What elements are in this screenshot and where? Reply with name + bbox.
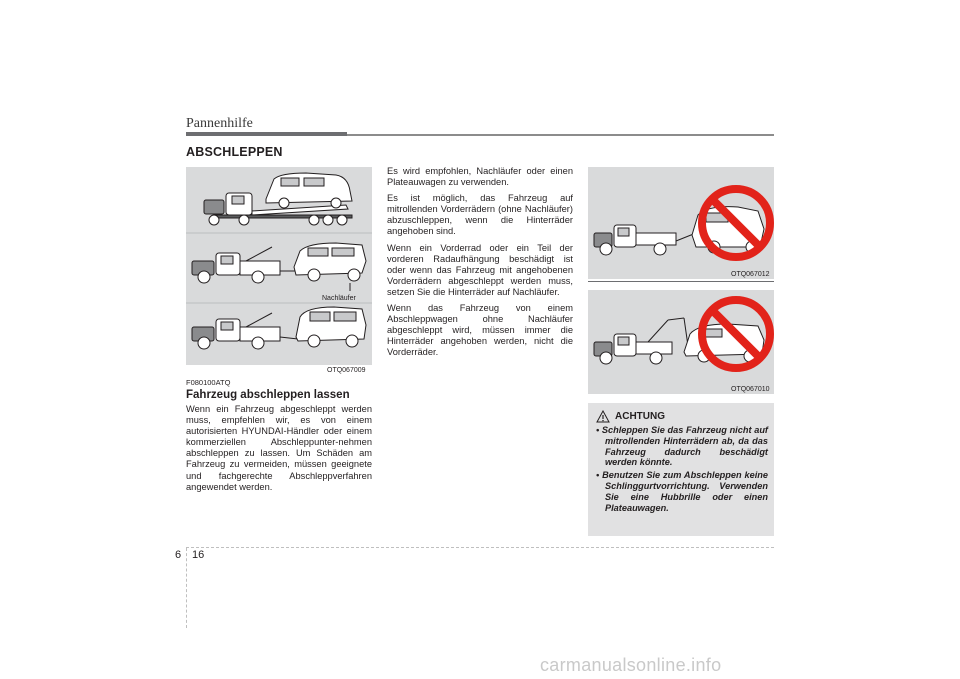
warning-list — [596, 425, 768, 515]
column2-text — [387, 166, 573, 364]
column2-paragraph-1: Es wird empfohlen, Nachläufer oder einen Plateauwagen zu verwenden. — [387, 166, 573, 188]
warning-item-1: • Schleppen Sie das Fahrzeug nicht auf mitrollenden Hinterrädern ab, da das Fahrzeug dadurch beschädigt werden könnte. — [596, 425, 768, 468]
section-title: ABSCHLEPPEN — [186, 145, 283, 159]
prohibited-towing-illustration-1 — [588, 167, 774, 279]
figure-label-nachlaeufer: Nachläufer — [322, 295, 356, 302]
figure-towing-methods — [186, 167, 372, 365]
figure-prohibited-towing-1 — [588, 167, 774, 279]
column2-paragraph-4: Wenn das Fahrzeug von einem Abschleppwagen ohne Nachläufer abgeschleppt wird, müssen immer die Hinterräder angehoben werden, nicht die Vorderräder. — [387, 303, 573, 358]
header-rule-light — [347, 134, 774, 136]
warning-item-2: • Benutzen Sie zum Abschleppen keine Schlinggurtvorrichtung. Verwenden Sie eine Hubbrille oder einen Plateauwagen. — [596, 470, 768, 513]
warning-box — [588, 403, 774, 536]
column2-paragraph-3: Wenn ein Vorderrad oder ein Teil der vorderen Radaufhängung beschädigt ist oder wenn das Fahrzeug mit angehobenen Vorderrädern abgeschleppt werden muss, setzen Sie die Hinterräder auf Nachläufer. — [387, 242, 573, 297]
wheel-lift-truck-illustration — [192, 243, 366, 291]
warning-triangle-icon — [596, 410, 610, 423]
figure-prohibited-towing-2 — [588, 290, 774, 394]
chapter-header-title: Pannenhilfe — [186, 116, 253, 131]
flatbed-truck-illustration — [204, 173, 352, 225]
section-code: F080100ATQ — [186, 378, 231, 387]
chapter-number: 6 — [175, 549, 182, 561]
wheel-lift-rear-illustration — [192, 307, 366, 349]
page-number: 16 — [192, 549, 205, 561]
column2-paragraph-2: Es ist möglich, das Fahrzeug auf mitrollenden Vorderrädern (ohne Nachläufer) abzuschleppen, wenn die Hinterräder angehoben sind. — [387, 193, 573, 237]
figure-code-right-top: OTQ067012 — [731, 271, 770, 278]
header-rule-dark — [186, 132, 347, 136]
prohibited-towing-illustration-2 — [588, 290, 774, 394]
warning-title: ACHTUNG — [615, 411, 665, 422]
towing-illustrations — [186, 167, 372, 365]
subsection-title: Fahrzeug abschleppen lassen — [186, 389, 350, 401]
column1-paragraph: Wenn ein Fahrzeug abgeschleppt werden muss, empfehlen wir, es von einem autorisierten HYUNDAI-Händler oder einem kommerziellen Abschleppunter-nehmen abschleppen zu lassen. Um Schäden am Fahrzeug zu vermeiden, müssen geeignete und fachgerechte Abschleppverfahren angewendet werden. — [186, 404, 372, 492]
figure-code-left: OTQ067009 — [327, 367, 366, 374]
watermark: carmanualsonline.info — [540, 655, 722, 675]
column1-text — [186, 404, 372, 498]
footer-rule — [186, 547, 774, 548]
footer-vertical-rule — [186, 548, 187, 628]
figure-divider — [588, 281, 774, 282]
figure-code-right-bottom: OTQ067010 — [731, 386, 770, 393]
